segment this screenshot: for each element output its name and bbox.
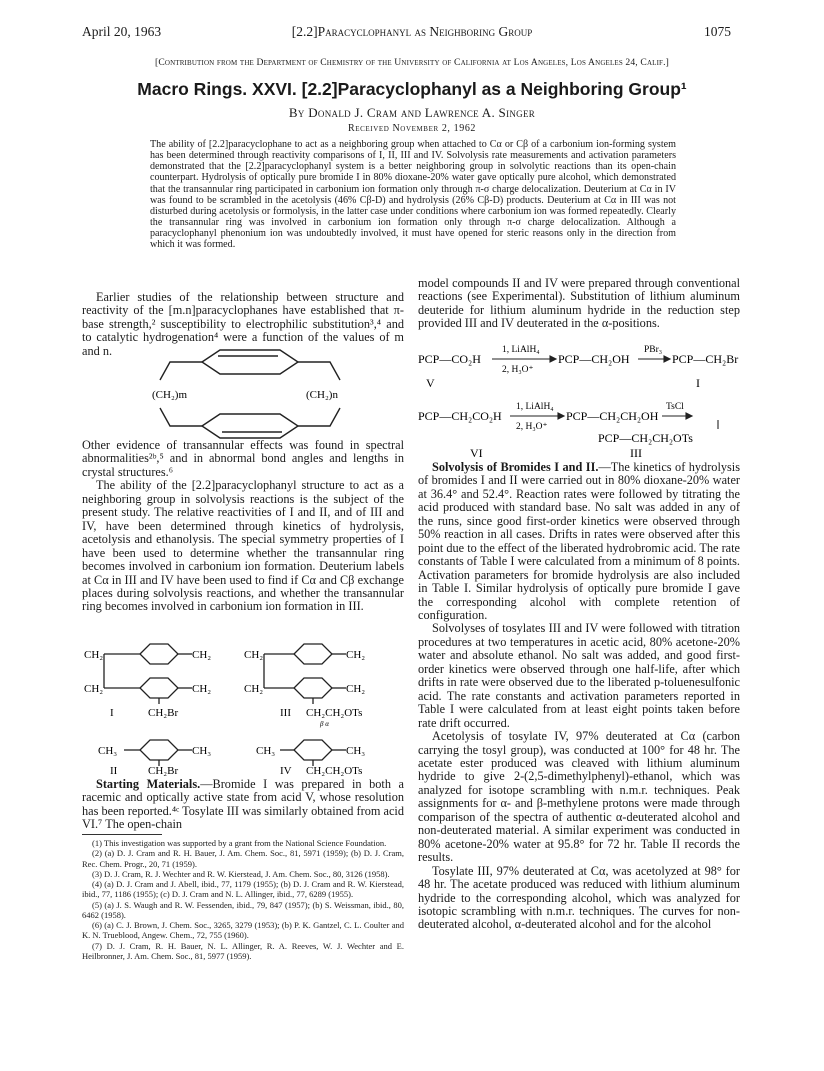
scheme-ethanol: PCP—CH₂CH₂OH bbox=[566, 409, 659, 423]
struct-III-ch2-right-top: CH₂ bbox=[346, 649, 366, 661]
scheme-reagent: TsCl bbox=[666, 402, 684, 412]
struct-II-substituent: CH₂Br bbox=[148, 765, 179, 776]
header-date: April 20, 1963 bbox=[82, 24, 162, 39]
scheme-reagent: PBr₃ bbox=[644, 345, 663, 355]
struct-III-ch2-right-bottom: CH₂ bbox=[346, 683, 366, 695]
paragraph: —The kinetics of hydrolysis of bromides I and II were carried out in 80% dioxane-20% water at 36.4° and 52.4°. Reaction rates were followed by titrating the acid produced with standard base. No salt was added in any of the runs, since good first-order kinetics were observed through 50% reaction in all cases. Drifts in rates were observed after this point due to the effect of the liberated hydrobromic acid. The rate constants of Table I were calculated from a minimum of 8 points. Activation parameters for bromide hydrolysis are also included in Table I. Similar hydrolysis of optically pure bromide I gave the corresponding alcohol with complete retention of configuration. bbox=[418, 460, 740, 622]
struct-II-label: II bbox=[110, 765, 118, 776]
scheme-alcohol: PCP—CH₂OH bbox=[558, 352, 630, 366]
footnote: (3) D. J. Cram, R. J. Wechter and R. W. Kierstead, J. Am. Chem. Soc., 80, 3126 (1958). bbox=[92, 868, 390, 879]
footnote: (7) D. J. Cram, R. H. Bauer, N. L. Allinger, R. A. Reeves, W. J. Wechter and E. Heilbronner, J. Am. Chem. Soc., 81, 5977 (1959). bbox=[82, 940, 404, 961]
abstract: The ability of [2.2]paracyclophane to act as a neighboring group when attached to Cα or Cβ of a carbonium ion-forming system has been determined through reactivity comparisons of I, II, III and IV. Solvolysis rate measurements and activation parameters demonstrated that the [2.2]paracyclophanyl system is a better neighboring group in solvolytic reactions than its open-chain counterpart. Hydrolysis of optically pure bromide I in 80% dioxane-20% water gave optically pure alcohol, which demonstrated that the transannular ring participated in carbonium ion formation only through π-σ charge delocalization. Deuterium at Cα in IV was found to be scrambled in the acetolysis (46% Cβ-D) and hydrolysis (26% Cβ-D) products. Deuterium at Cα in III was not disturbed during acetolysis or formolysis, in the latter case under conditions where carbonium ion was formed repeatedly. Clearly the transannular ring was involved in carbonium ion formation only through π-σ charge delocalization. Although a paracyclophanyl phenonium ion was undoubtedly involved, it must have opened for steric reasons only in the direction from which it was formed. bbox=[150, 139, 676, 251]
struct-I-label: I bbox=[110, 707, 114, 719]
scheme-reagent: 2, H₃O⁺ bbox=[502, 365, 534, 375]
paracyclophane-structure-figure bbox=[150, 346, 350, 442]
struct-IV-ch3-left: CH₃ bbox=[256, 745, 276, 757]
paragraph: Solvolyses of tosylates III and IV were followed with titration procedures at two temperatures in acetic acid, 80% acetone-20% water and absolute ethanol. No salt was added, and good first-order kinetics were observed through one half-life, after which drifts in rate were observed due to the liberated p-toluenesulfonic acid. The rate constants and activation parameters reported in Table I were calculated from at least eight points taken before rate drift occurred. bbox=[418, 621, 740, 730]
paragraph: Other evidence of transannular effects was found in spectral abnormalities²ᵇ,⁵ and in abnormal bond angles and lengths in crystal structures.⁶ bbox=[82, 438, 404, 479]
page-number: 1075 bbox=[704, 24, 731, 39]
footnote: (5) (a) J. S. Waugh and R. W. Fessenden, ibid., 79, 847 (1957); (b) S. Weissman, ibid., 80, 6462 (1958). bbox=[82, 899, 404, 920]
paragraph: —Bromide I was prepared in both a racemic and optically active state from acid V, whose resolution has been reported.⁴ᶜ Tosylate III was similarly obtained from acid VI.⁷ The open-chain bbox=[82, 777, 404, 832]
scheme-acid-V: PCP—CO₂H bbox=[418, 352, 481, 366]
struct-I-substituent: CH₂Br bbox=[148, 707, 179, 719]
right-column-intro bbox=[418, 277, 740, 331]
footnotes bbox=[82, 838, 404, 961]
paragraph: model compounds II and IV were prepared through conventional reactions (see Experimental). Substitution of lithium aluminum deuteride for lithium aluminum hydride in the reduction step provided III and IV deuterated in the α-positions. bbox=[418, 276, 740, 331]
paragraph: Earlier studies of the relationship between structure and reactivity of the [m.n]paracyclophanes have established that π-base strength,² susceptibility to electrophilic substitution³,⁴ and to catalytic hydrogenation⁴ were a function of the values of m and n. bbox=[82, 290, 404, 358]
byline: By Donald J. Cram and Lawrence A. Singer bbox=[288, 105, 536, 120]
scheme-label-III: III bbox=[630, 446, 642, 457]
struct-III-ch2-top: CH₂ bbox=[244, 649, 264, 661]
struct-I-ch2-right-top: CH₂ bbox=[192, 649, 212, 661]
struct-IV-ch3-right: CH₃ bbox=[346, 745, 366, 757]
footnote: (4) (a) D. J. Cram and J. Abell, ibid., 77, 1179 (1955); (b) D. J. Cram and R. W. Kierstead, ibid., 77, 1186 (1955); (c) D. J. Cram and N. L. Allinger, ibid., 77, 6289 (1955). bbox=[82, 879, 404, 900]
struct-IV-label: IV bbox=[280, 765, 292, 776]
scheme-reagent: 2, H₃O⁺ bbox=[516, 422, 548, 432]
lower-benzene-ring bbox=[202, 414, 298, 438]
struct-III-ch2-bottom: CH₂ bbox=[244, 683, 264, 695]
upper-benzene-ring bbox=[202, 350, 298, 374]
chain-m-label: (CH₂)m bbox=[152, 389, 187, 401]
paragraph: Acetolysis of tosylate IV, 97% deuterated at Cα (carbon carrying the tosyl group), was conducted at 100° for 48 hr. The acetate ester produced was cleaved with lithium aluminum hydride to give 2-(2,5-dimethylphenyl)-ethanol, which was analyzed for isotope scrambling with n.m.r. techniques. Peak assignments for α- and β-methylene protons were made through comparison of the spectra of authentic α-deuterated alcohol and non-deuterated material. A similar experiment was conducted in 80% acetone-20% water at 95.8° for 72 hr. Table II records the results. bbox=[418, 729, 740, 865]
scheme-bromide-I: PCP—CH₂Br bbox=[672, 352, 739, 366]
struct-III-label: III bbox=[280, 707, 291, 719]
right-column-body bbox=[418, 461, 740, 932]
struct-IV-substituent: CH₂CH₂OTs bbox=[306, 765, 363, 776]
footnote: (1) This investigation was supported by a grant from the National Science Foundation. bbox=[92, 838, 387, 848]
footnote: (2) (a) D. J. Cram and R. H. Bauer, J. Am. Chem. Soc., 81, 5971 (1959); (b) D. J. Cram, Rec. Chem. Progr., 20, 71 (1959). bbox=[82, 848, 404, 869]
contribution-line: [Contribution from the Department of Chemistry of the University of California at Los Angeles, Los Angeles 24, Calif.] bbox=[154, 57, 669, 68]
paragraph: The ability of the [2.2]paracyclophanyl structure to act as a neighboring group in solvolysis reactions is the subject of the present study. The relative reactivities of I and II, and of III and IV, have been determined through kinetics of hydrolysis, acetolysis and ethanolysis. The special symmetry properties of I have been used to determine whether the transannular ring becomes involved in carbonium ion formation. Deuterium labels at Cα in III and IV have been used to find if Cα and Cβ exchange places during solvolysis reactions, and whether the transannular ring becomes involved in carbonium ion formation in III. bbox=[82, 478, 404, 614]
chain-n-label: (CH₂)n bbox=[306, 389, 338, 401]
scheme-reagent: 1, LiAlH₄ bbox=[516, 402, 554, 412]
struct-I-ch2-top: CH₂ bbox=[84, 649, 104, 661]
struct-I-ch2-bottom: CH₂ bbox=[84, 683, 104, 695]
reaction-scheme bbox=[418, 341, 740, 457]
scheme-label-VI: VI bbox=[470, 446, 483, 457]
paragraph: Tosylate III, 97% deuterated at Cα, was acetolyzed at 98° for 48 hr. The acetate produced was reduced with lithium aluminum hydride to the corresponding alcohol, which was analyzed for isotopic scrambling with n.m.r. techniques. The curves for non-deuterated alcohol, α-deuterated alcohol and for the alcohol bbox=[418, 863, 740, 932]
running-title: [2.2]Paracyclophanyl as Neighboring Group bbox=[291, 24, 533, 39]
scheme-acid-VI: PCP—CH₂CO₂H bbox=[418, 409, 502, 423]
scheme-label-V: V bbox=[426, 376, 435, 390]
scheme-label-I: I bbox=[696, 376, 700, 390]
starting-materials-section bbox=[82, 778, 404, 832]
article-title: Macro Rings. XXVI. [2.2]Paracyclophanyl as a Neighboring Group¹ bbox=[137, 79, 687, 99]
struct-II-ch3-left: CH₃ bbox=[98, 745, 118, 757]
footnote: (6) (a) C. J. Brown, J. Chem. Soc., 3265, 3279 (1953); (b) P. K. Gantzel, C. L. Coulter and K. N. Trueblood, Angew. Chem., 72, 755 (1960). bbox=[82, 920, 404, 941]
scheme-reagent: 1, LiAlH₄ bbox=[502, 345, 540, 355]
left-column-body bbox=[82, 439, 404, 614]
struct-II-ch3-right: CH₃ bbox=[192, 745, 212, 757]
received-date: Received November 2, 1962 bbox=[347, 123, 477, 134]
structures-I-III-figure bbox=[84, 640, 406, 776]
struct-III-greek: β α bbox=[320, 720, 329, 728]
struct-I-ch2-right-bottom: CH₂ bbox=[192, 683, 212, 695]
struct-III-substituent: CH₂CH₂OTs bbox=[306, 707, 363, 719]
section-heading: Starting Materials. bbox=[96, 777, 201, 791]
footnote-rule bbox=[82, 834, 162, 835]
section-heading: Solvolysis of Bromides I and II. bbox=[432, 460, 599, 474]
scheme-tosylate-III: PCP—CH₂CH₂OTs bbox=[598, 431, 693, 445]
